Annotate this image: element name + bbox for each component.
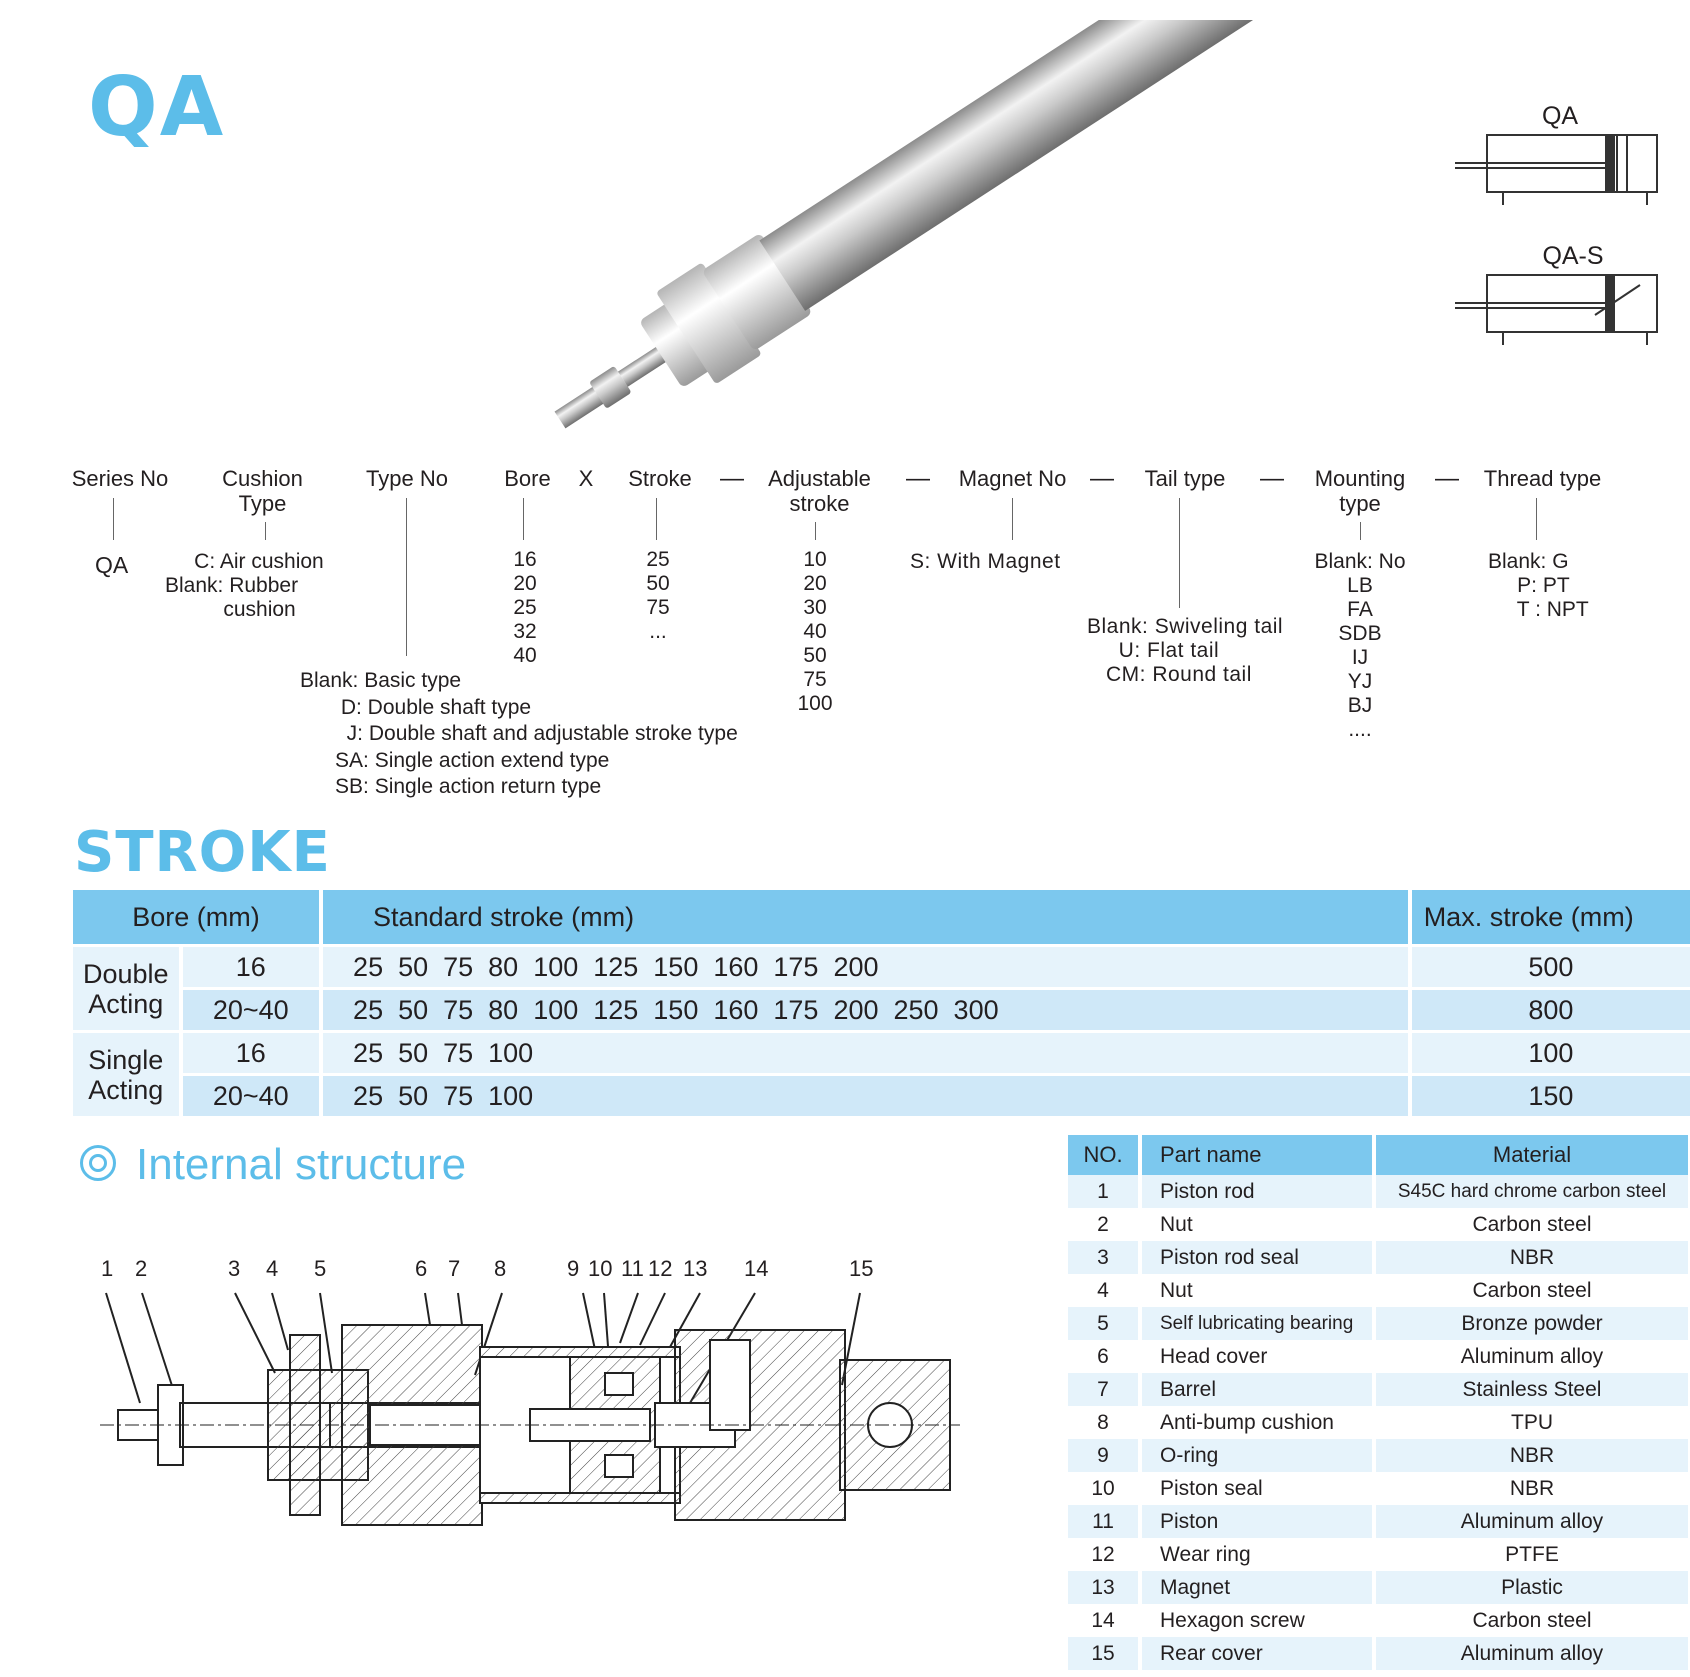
part-name: Nut [1142,1208,1376,1241]
part-name: Piston rod [1142,1175,1376,1208]
code-header-tail: Tail type [1144,466,1226,491]
max-stroke-cell: 800 [1412,990,1690,1033]
table-row [1068,1439,1688,1472]
part-material: PTFE [1505,1542,1559,1566]
part-no: 3 [1068,1241,1142,1274]
part-no: 1 [1068,1175,1142,1208]
table-row [1068,1175,1688,1208]
bore-cell: 16 [183,947,324,990]
table-row [1068,1373,1688,1406]
bore-cell: 20~40 [183,990,324,1033]
max-stroke-cell: 100 [1412,1033,1690,1076]
part-material: Carbon steel [1472,1278,1592,1302]
parts-header-material: Material [1376,1135,1688,1175]
table-row [1068,1472,1688,1505]
stroke-values: 25 50 75 ... [646,548,670,643]
callout-1: 1 [101,1256,114,1281]
callout-8: 8 [494,1256,507,1281]
callout-11: 11 [621,1256,644,1281]
part-name: Magnet [1142,1571,1376,1604]
standard-stroke-cell: 25 50 75 100 [323,1033,1412,1076]
part-name: Barrel [1142,1373,1376,1406]
code-header-adjustable: Adjustable stroke [768,466,871,516]
part-no: 11 [1068,1505,1142,1538]
parts-header-no: NO. [1068,1135,1142,1175]
connector-line [265,522,266,540]
parts-header-name: Part name [1142,1135,1376,1175]
connector-line [523,498,524,540]
series-value: QA [95,552,129,578]
table-row [1068,1505,1688,1538]
standard-stroke-cell: 25 50 75 80 100 125 150 160 175 200 [323,947,1412,990]
header-bore: Bore (mm) [73,890,323,947]
connector-line [1179,498,1180,608]
part-name: Rear cover [1142,1637,1376,1670]
table-row [1068,1340,1688,1373]
part-name: Piston rod seal [1142,1241,1376,1274]
table-row [1068,1274,1688,1307]
part-material: TPU [1511,1410,1553,1434]
cylinder-cross-section-diagram [100,1285,960,1545]
code-header-stroke: Stroke [628,466,692,491]
code-header-x: X [578,466,594,491]
code-dash-2: — [906,465,930,492]
symbol-qa-diagram [1455,130,1665,210]
bore-cell: 20~40 [183,1076,324,1119]
bullseye-icon [80,1145,116,1181]
callout-7: 7 [448,1256,461,1281]
connector-line [1360,522,1361,540]
max-stroke-cell: 500 [1412,947,1690,990]
part-no: 5 [1068,1307,1142,1340]
part-name: Wear ring [1142,1538,1376,1571]
part-name: O-ring [1142,1439,1376,1472]
part-material: NBR [1509,1443,1555,1467]
part-material: Aluminum alloy [1460,1509,1604,1533]
thread-values: Blank: G P: PT T : NPT [1488,550,1589,621]
code-header-bore: Bore [504,466,551,491]
part-no: 2 [1068,1208,1142,1241]
code-header-type: Type No [366,466,448,491]
connector-line [1536,498,1537,540]
bore-cell: 16 [183,1033,324,1076]
part-name: Piston [1142,1505,1376,1538]
connector-line [656,498,657,540]
stroke-section-title: STROKE [74,820,331,885]
type-values: Blank: Basic type D: Double shaft type J: Double shaft and adjustable stroke type SA: Single action extend type SB: Single action return type [300,669,738,798]
table-row [1068,1406,1688,1439]
table-row [1068,1208,1688,1241]
table-row [1068,1604,1688,1637]
callout-12: 12 [648,1256,673,1281]
callout-5: 5 [314,1256,327,1281]
part-no: 14 [1068,1604,1142,1637]
code-header-magnet: Magnet No [958,466,1067,491]
mounting-values: Blank: No LB FA SDB IJ YJ BJ .... [1314,550,1406,741]
part-no: 7 [1068,1373,1142,1406]
adjustable-values: 10 20 30 40 50 75 100 [797,548,833,715]
part-no: 8 [1068,1406,1142,1439]
connector-line [406,498,407,656]
code-dash-3: — [1090,465,1114,492]
part-material: NBR [1509,1476,1555,1500]
callout-6: 6 [415,1256,428,1281]
stroke-table [73,890,1690,1119]
part-name: Nut [1142,1274,1376,1307]
part-material: Plastic [1501,1575,1563,1599]
part-name: Self lubricating bearing [1142,1307,1376,1340]
group-double-acting: Double Acting [73,947,183,1033]
callout-4: 4 [266,1256,279,1281]
part-name: Anti-bump cushion [1142,1406,1376,1439]
connector-line [815,522,816,540]
table-row [1068,1637,1688,1670]
callout-14: 14 [744,1256,769,1281]
callout-15: 15 [849,1256,874,1281]
part-material: Carbon steel [1472,1608,1592,1632]
symbol-qa-s-diagram [1455,270,1665,350]
table-row [1068,1538,1688,1571]
part-name: Head cover [1142,1340,1376,1373]
group-single-acting: Single Acting [73,1033,183,1119]
code-header-series: Series No [71,466,169,491]
callout-2: 2 [135,1256,148,1281]
bore-values: 16 20 25 32 40 [513,548,537,667]
tail-values: Blank: Swiveling tail U: Flat tail CM: Round tail [1087,615,1284,686]
connector-line [113,498,114,540]
part-no: 13 [1068,1571,1142,1604]
code-header-thread: Thread type [1483,466,1602,491]
cushion-values: C: Air cushion Blank: Rubber cushion [165,550,324,621]
part-material: Carbon steel [1472,1212,1592,1236]
table-row [1068,1307,1688,1340]
part-no: 6 [1068,1340,1142,1373]
internal-structure-title: Internal structure [136,1140,467,1189]
part-material: Aluminum alloy [1460,1344,1604,1368]
page-title: QA [88,60,226,155]
part-material: S45C hard chrome carbon steel [1397,1180,1667,1202]
symbol-label-qa-s: QA-S [1542,242,1604,270]
table-row [1068,1241,1688,1274]
callout-9: 9 [567,1256,580,1281]
part-no: 15 [1068,1637,1142,1670]
magnet-value: S: With Magnet [910,550,1061,573]
standard-stroke-cell: 25 50 75 100 [323,1076,1412,1119]
code-dash-1: — [720,465,744,492]
part-no: 4 [1068,1274,1142,1307]
callout-3: 3 [228,1256,241,1281]
part-no: 12 [1068,1538,1142,1571]
part-no: 9 [1068,1439,1142,1472]
code-header-mounting: Mounting type [1314,466,1406,516]
part-name: Piston seal [1142,1472,1376,1505]
code-dash-4: — [1260,465,1284,492]
part-material: Stainless Steel [1462,1377,1602,1401]
table-row [1068,1571,1688,1604]
part-material: NBR [1509,1245,1555,1269]
callout-10: 10 [588,1256,613,1281]
max-stroke-cell: 150 [1412,1076,1690,1119]
part-material: Bronze powder [1461,1311,1603,1335]
cylinder-product-image [500,20,1380,460]
connector-line [1012,498,1013,540]
callout-13: 13 [683,1256,708,1281]
header-max-stroke: Max. stroke (mm) [1412,890,1690,947]
internal-structure-heading [80,1140,466,1190]
standard-stroke-cell: 25 50 75 80 100 125 150 160 175 200 250 300 [323,990,1412,1033]
symbol-label-qa: QA [1541,102,1579,130]
code-dash-5: — [1435,465,1459,492]
header-standard-stroke: Standard stroke (mm) [323,890,1412,947]
part-material: Aluminum alloy [1460,1641,1604,1665]
part-name: Hexagon screw [1142,1604,1376,1637]
code-header-cushion: Cushion Type [222,466,303,516]
parts-table [1068,1135,1688,1670]
part-no: 10 [1068,1472,1142,1505]
